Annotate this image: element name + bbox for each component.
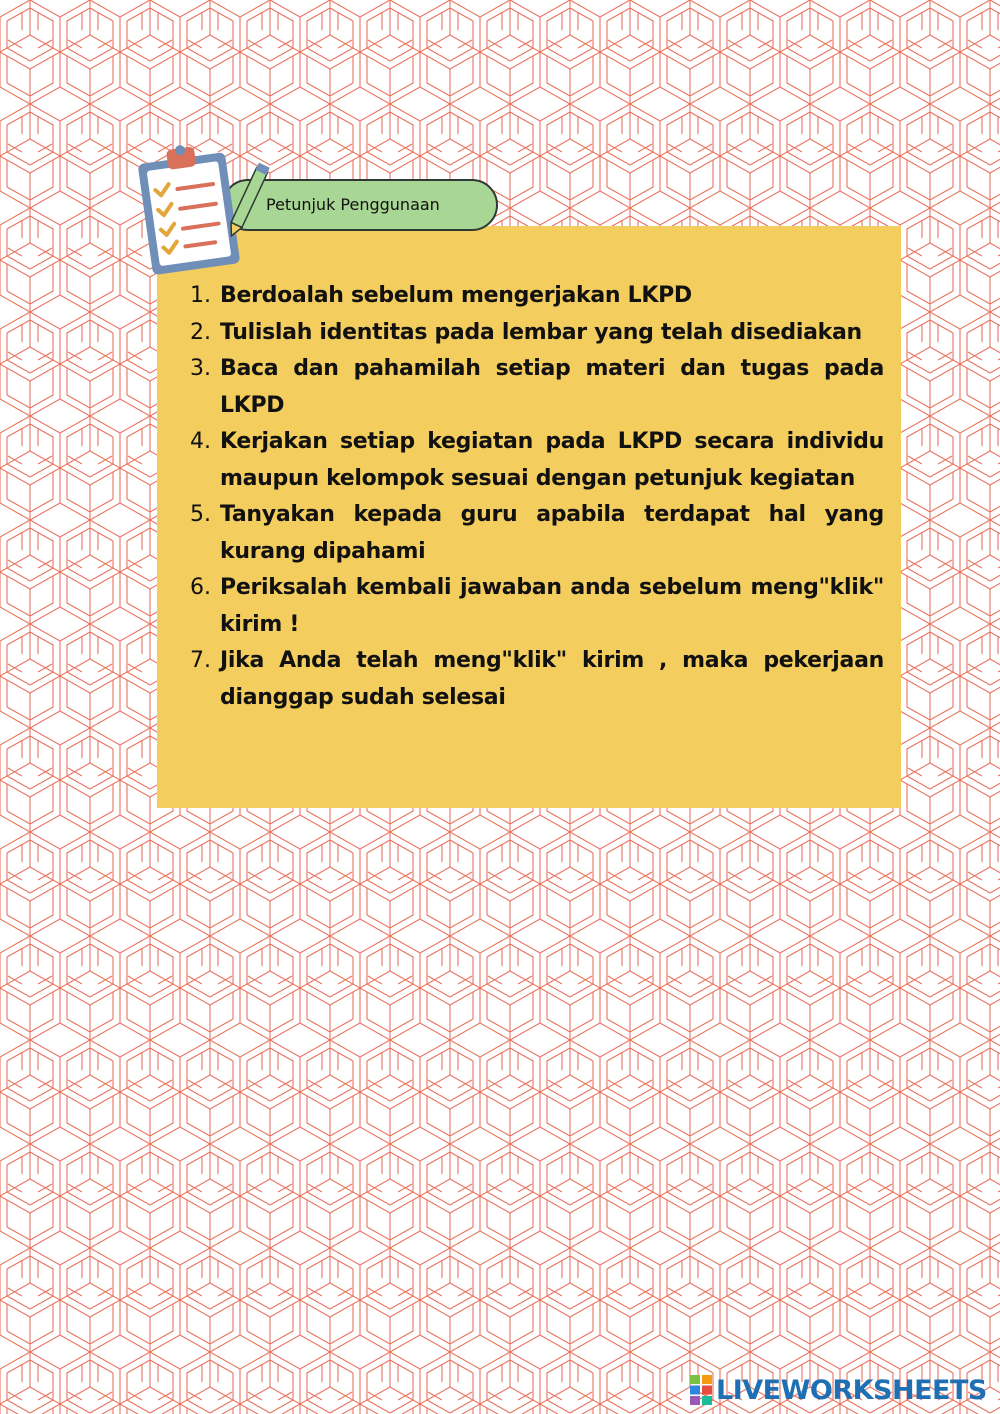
list-item <box>190 278 884 315</box>
liveworksheets-logo-icon <box>690 1375 712 1405</box>
list-item <box>190 315 884 352</box>
item-text: Jika Anda telah meng"klik" kirim , maka pekerjaan dianggap sudah selesai <box>220 648 884 710</box>
item-number: 2. <box>190 319 211 345</box>
badge-label: Petunjuk Penggunaan <box>266 195 440 214</box>
liveworksheets-logo[interactable] <box>690 1372 987 1408</box>
item-text: Berdoalah sebelum mengerjakan LKPD <box>220 283 692 308</box>
instruction-list <box>190 278 884 716</box>
item-number: 7. <box>190 648 211 673</box>
item-text: Kerjakan setiap kegiatan pada LKPD secara individu maupun kelompok sesuai dengan petunjuk kegiatan <box>220 429 884 491</box>
list-item <box>190 497 884 570</box>
item-number: 6. <box>190 575 211 600</box>
item-text: Tanyakan kepada guru apabila terdapat hal yang kurang dipahami <box>220 502 884 564</box>
item-number: 1. <box>190 283 211 308</box>
brand-name: LIVEWORKSHEETS <box>716 1374 987 1406</box>
item-text: Baca dan pahamilah setiap materi dan tugas pada LKPD <box>220 356 884 418</box>
clipboard-checklist-icon <box>130 136 270 276</box>
item-number: 5. <box>190 502 211 527</box>
list-item <box>190 570 884 643</box>
item-text: Tulislah identitas pada lembar yang telah disediakan <box>220 319 862 345</box>
item-number: 3. <box>190 356 211 381</box>
list-item <box>190 643 884 716</box>
item-text: Periksalah kembali jawaban anda sebelum meng"klik" kirim ! <box>220 575 884 637</box>
list-item <box>190 424 884 497</box>
item-number: 4. <box>190 429 211 454</box>
list-item <box>190 351 884 424</box>
